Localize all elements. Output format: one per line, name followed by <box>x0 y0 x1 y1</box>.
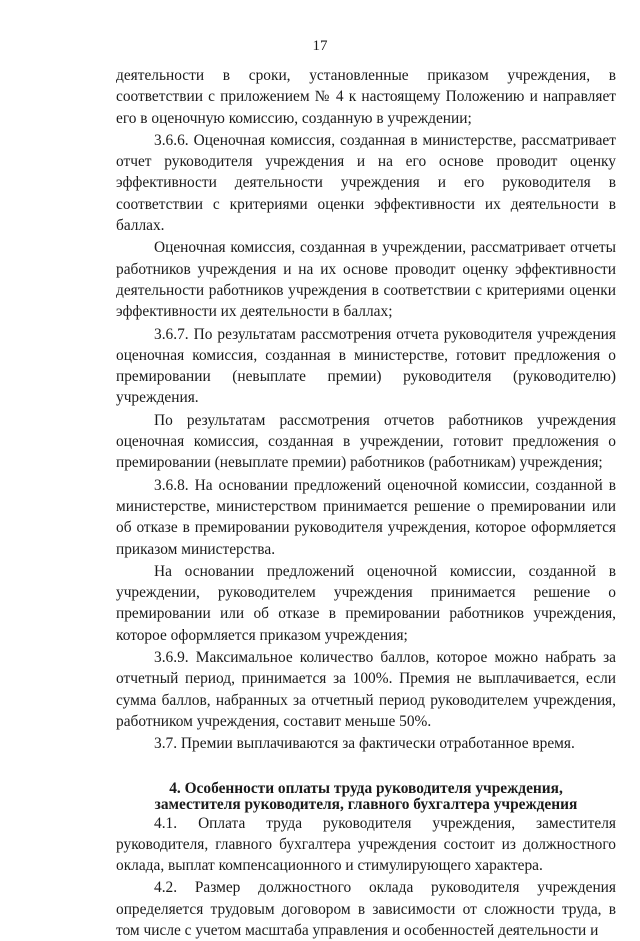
paragraph-continuation: деятельности в сроки, установленные приказом учреждения, в соответствии с приложением № 4 к настоящему Положению и направляет его в оценочную комиссию, созданную в учреждении; <box>116 67 616 127</box>
paragraph-4-1: 4.1. Оплата труда руководителя учреждения, заместителя руководителя, главного бухгалтера учреждения состоит из должностного оклада, выплат компенсационного и стимулирующего характера. <box>116 814 616 875</box>
paragraph-results-employees: По результатам рассмотрения отчетов работников учреждения оценочная комиссия, созданная в учреждении, готовит предложения о премировании (невыплате премии) работников (работникам) учреждения; <box>116 411 616 472</box>
section-heading-line-2: заместителя руководителя, главного бухгалтера учреждения <box>154 795 578 813</box>
paragraph-decision-institution: На основании предложений оценочной комиссии, созданной в учреждении, руководителем учреждения принимается решение о премировании или об отказе в премировании работников учреждения, которое оформляется приказом учреждения; <box>116 562 616 644</box>
paragraph-3-6-7: 3.6.7. По результатам рассмотрения отчета руководителя учреждения оценочная комиссия, созданная в министерстве, готовит предложения о премировании (невыплате премии) руководителя (руководителю) учреждения. <box>116 325 616 407</box>
paragraph-3-7: 3.7. Премии выплачиваются за фактически отработанное время. <box>154 735 575 753</box>
document-body <box>116 65 616 941</box>
section-heading <box>116 781 616 813</box>
paragraph-3-6-8: 3.6.8. На основании предложений оценочной комиссии, созданной в министерстве, министерством принимается решение о премировании или об отказе в премировании руководителя учреждения, которое оформляется приказом министерства. <box>116 476 616 558</box>
section-heading-line-1: 4. Особенности оплаты труда руководителя учреждения, <box>169 779 563 797</box>
paragraph-3-6-6: 3.6.6. Оценочная комиссия, созданная в министерстве, рассматривает отчет руководителя учреждения и на его основе проводит оценку эффективности деятельности учреждения и его руководителя в соответствии с критериями оценки эффективности их деятельности в баллах. <box>116 131 616 235</box>
paragraph-3-6-9: 3.6.9. Максимальное количество баллов, которое можно набрать за отчетный период, принимается за 100%. Премия не выплачивается, если сумма баллов, набранных за отчетный период руководителем учреждения, работником учреждения, составит меньше 50%. <box>116 649 616 730</box>
page-number: 17 <box>312 38 328 54</box>
paragraph-commission-institution: Оценочная комиссия, созданная в учреждении, рассматривает отчеты работников учреждения и на их основе проводит оценку эффективности деятельности работников учреждения в соответствии с критериями оценки эффективности их деятельности в баллах; <box>116 239 616 321</box>
paragraph-4-2: 4.2. Размер должностного оклада руководителя учреждения определяется трудовым договором в зависимости от сложности труда, в том числе с учетом масштаба управления и особенностей деятельности и <box>116 879 616 939</box>
